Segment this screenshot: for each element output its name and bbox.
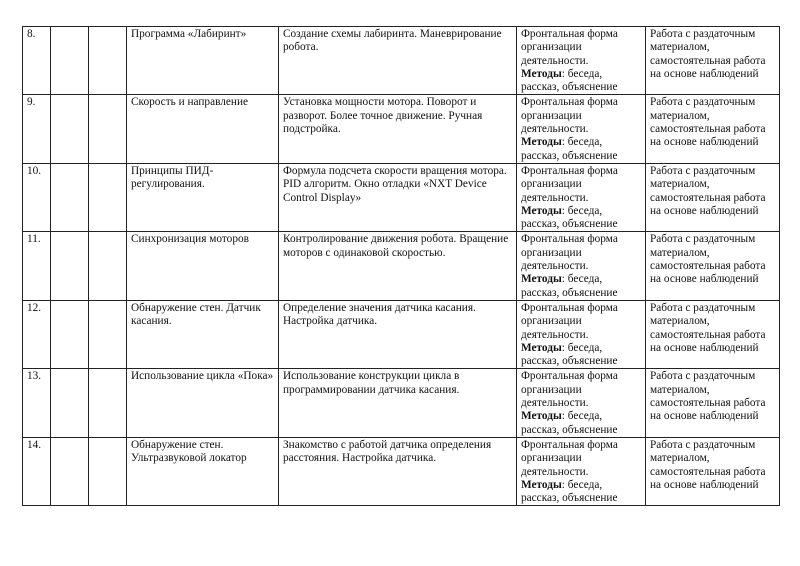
date-fact-cell bbox=[89, 437, 127, 505]
methods-label: Методы bbox=[521, 410, 562, 423]
form-text: Фронтальная форма организации деятельности. bbox=[521, 438, 618, 478]
methods-label: Методы bbox=[521, 341, 562, 354]
lesson-form-methods bbox=[517, 369, 646, 437]
lesson-topic: Скорость и направление bbox=[127, 95, 279, 163]
lesson-content: Установка мощности мотора. Поворот и разворот. Более точное движение. Ручная подстройка. bbox=[279, 95, 517, 163]
lesson-activity: Работа с раздаточным материалом, самостоятельная работа на основе наблюдений bbox=[646, 27, 780, 95]
lesson-content: Определение значения датчика касания. Настройка датчика. bbox=[279, 300, 517, 368]
lesson-topic: Использование цикла «Пока» bbox=[127, 369, 279, 437]
lesson-activity: Работа с раздаточным материалом, самостоятельная работа на основе наблюдений bbox=[646, 163, 780, 231]
date-plan-cell bbox=[51, 232, 89, 300]
lesson-topic: Обнаружение стен. Ультразвуковой локатор bbox=[127, 437, 279, 505]
table-row bbox=[23, 232, 780, 300]
lesson-number: 8. bbox=[23, 27, 51, 95]
lesson-activity: Работа с раздаточным материалом, самостоятельная работа на основе наблюдений bbox=[646, 300, 780, 368]
table-row bbox=[23, 437, 780, 505]
methods-text: : беседа, рассказ, объяснение bbox=[521, 67, 618, 94]
lesson-number: 10. bbox=[23, 163, 51, 231]
date-plan-cell bbox=[51, 437, 89, 505]
lesson-activity: Работа с раздаточным материалом, самостоятельная работа на основе наблюдений bbox=[646, 95, 780, 163]
lesson-form-methods bbox=[517, 27, 646, 95]
methods-label: Методы bbox=[521, 204, 562, 217]
lesson-form-methods bbox=[517, 232, 646, 300]
table-row bbox=[23, 369, 780, 437]
lesson-number: 14. bbox=[23, 437, 51, 505]
lesson-activity: Работа с раздаточным материалом, самостоятельная работа на основе наблюдений bbox=[646, 232, 780, 300]
lesson-content: Знакомство с работой датчика определения расстояния. Настройка датчика. bbox=[279, 437, 517, 505]
lesson-topic: Программа «Лабиринт» bbox=[127, 27, 279, 95]
form-text: Фронтальная форма организации деятельности. bbox=[521, 96, 618, 136]
methods-text: : беседа, рассказ, объяснение bbox=[521, 136, 618, 162]
date-plan-cell bbox=[51, 300, 89, 368]
date-fact-cell bbox=[89, 163, 127, 231]
table-row bbox=[23, 27, 780, 95]
date-plan-cell bbox=[51, 369, 89, 437]
table-row bbox=[23, 300, 780, 368]
date-fact-cell bbox=[89, 300, 127, 368]
form-text: Фронтальная форма организации деятельности. bbox=[521, 370, 618, 410]
table-body bbox=[23, 27, 780, 506]
lesson-number: 13. bbox=[23, 369, 51, 437]
date-plan-cell bbox=[51, 163, 89, 231]
lesson-content: Использование конструкции цикла в программировании датчика касания. bbox=[279, 369, 517, 437]
lesson-number: 9. bbox=[23, 95, 51, 163]
methods-text: : беседа, рассказ, объяснение bbox=[521, 410, 618, 436]
lesson-content: Формула подсчета скорости вращения мотора. PID алгоритм. Окно отладки «NXT Device Control Display» bbox=[279, 163, 517, 231]
date-fact-cell bbox=[89, 232, 127, 300]
lesson-activity: Работа с раздаточным материалом, самостоятельная работа на основе наблюдений bbox=[646, 369, 780, 437]
table-row bbox=[23, 163, 780, 231]
lesson-content: Контролирование движения робота. Вращение моторов с одинаковой скоростью. bbox=[279, 232, 517, 300]
methods-text: : беседа, рассказ, объяснение bbox=[521, 478, 618, 505]
date-fact-cell bbox=[89, 369, 127, 437]
form-text: Фронтальная форма организации деятельности. bbox=[521, 164, 618, 204]
form-text: Фронтальная форма организации деятельности. bbox=[521, 28, 618, 67]
date-plan-cell bbox=[51, 27, 89, 95]
form-text: Фронтальная форма организации деятельности. bbox=[521, 301, 618, 341]
methods-label: Методы bbox=[521, 478, 562, 491]
table-row bbox=[23, 95, 780, 163]
lesson-topic: Обнаружение стен. Датчик касания. bbox=[127, 300, 279, 368]
lesson-content: Создание схемы лабиринта. Маневрирование робота. bbox=[279, 27, 517, 95]
lesson-topic: Синхронизация моторов bbox=[127, 232, 279, 300]
lesson-number: 12. bbox=[23, 300, 51, 368]
form-text: Фронтальная форма организации деятельности. bbox=[521, 233, 618, 273]
methods-text: : беседа, рассказ, объяснение bbox=[521, 341, 618, 368]
lesson-form-methods bbox=[517, 163, 646, 231]
methods-label: Методы bbox=[521, 136, 562, 149]
methods-text: : беседа, рассказ, объяснение bbox=[521, 273, 618, 299]
lesson-form-methods bbox=[517, 95, 646, 163]
date-fact-cell bbox=[89, 27, 127, 95]
date-fact-cell bbox=[89, 95, 127, 163]
lesson-plan-table bbox=[22, 26, 780, 506]
lesson-number: 11. bbox=[23, 232, 51, 300]
lesson-form-methods bbox=[517, 437, 646, 505]
methods-label: Методы bbox=[521, 273, 562, 286]
lesson-topic: Принципы ПИД-регулирования. bbox=[127, 163, 279, 231]
lesson-activity: Работа с раздаточным материалом, самостоятельная работа на основе наблюдений bbox=[646, 437, 780, 505]
methods-text: : беседа, рассказ, объяснение bbox=[521, 204, 618, 231]
methods-label: Методы bbox=[521, 67, 562, 80]
date-plan-cell bbox=[51, 95, 89, 163]
lesson-form-methods bbox=[517, 300, 646, 368]
